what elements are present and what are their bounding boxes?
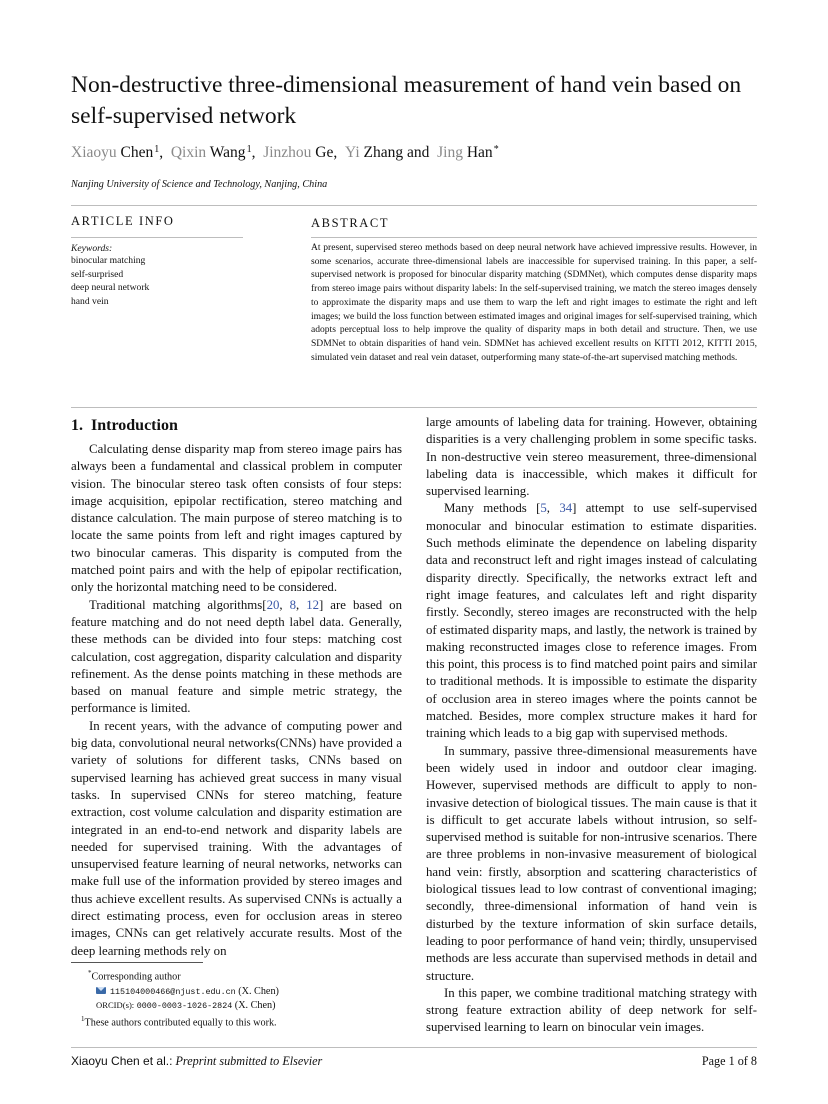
- author-family-name: Wang: [209, 144, 246, 161]
- abstract-divider: [311, 237, 757, 238]
- email-link[interactable]: 115104000466@njust.edu.cn: [110, 986, 236, 997]
- footnote-corresponding: *Corresponding author: [88, 969, 181, 983]
- footnote-email: 115104000466@njust.edu.cn (X. Chen): [88, 986, 408, 999]
- footnote-orcid: ORCID(s): 0000-0003-1026-2824 (X. Chen): [96, 1000, 276, 1012]
- section-title: Introduction: [91, 417, 178, 434]
- citation-link[interactable]: 8: [289, 597, 297, 612]
- footnote-equal: $^1$These authors contributed equally to this work.: [81, 1014, 277, 1029]
- footer-divider: [71, 1047, 757, 1048]
- article-info-divider: [71, 237, 243, 238]
- header-divider: [71, 205, 757, 206]
- author-family-name: Ge: [315, 144, 334, 161]
- footnotes: [81, 967, 408, 1030]
- footer-left: Xiaoyu Chen et al.: Preprint submitted to Elsevier: [71, 1054, 323, 1068]
- author-separator: and: [403, 144, 430, 161]
- author-given-name: Jinzhou: [263, 144, 312, 161]
- author-separator: ,: [251, 144, 256, 161]
- article-info-heading: ARTICLE INFO: [71, 214, 175, 228]
- abstract-text: At present, supervised stereo methods based on deep neural network have achieved impressive results. However, in some scenarios, accurate three-dimensional labels are inaccessible for supervised training. In this paper, a self-supervised network is proposed for binocular disparity matching (SDMNet), which computes dense disparity maps from stereo image pairs without disparity labels: In the self-supervised training, we match the stereo images densely to approximate the disparity maps and use them to warp the left and right images to estimate the right and left images; we build the loss function between estimated images and original images for self-supervised training, which adopts perceptual loss to help improve the quality of disparity maps in both detail and structure. Then, we use SDMNet to obtain disparities of hand vein. SDMNet has achieved excellent results on KITTI 2012, KITTI 2015, simulated vein dataset and real vein dataset, outperforming many state-of-the-art supervised matching methods.: [311, 242, 757, 363]
- keyword: binocular matching: [71, 255, 146, 266]
- keyword: hand vein: [71, 295, 109, 307]
- abstract-heading: ABSTRACT: [311, 216, 390, 230]
- paragraph: In this paper, we combine traditional matching strategy with strong feature extraction ability of deep network for self-supervised learning to learn on binocular vein images.: [426, 985, 757, 1035]
- section-heading: [71, 417, 178, 435]
- footnote-divider: [71, 962, 203, 963]
- author-mark: 1: [246, 144, 252, 155]
- author-given-name: Jing: [437, 144, 463, 161]
- author-mark: *: [493, 144, 499, 155]
- citation-link[interactable]: 20: [266, 597, 280, 612]
- keywords-block: [71, 243, 243, 308]
- right-column: [426, 414, 757, 1037]
- citation-link[interactable]: 5: [540, 501, 547, 516]
- author-given-name: Xiaoyu: [71, 144, 117, 161]
- keyword: self-surprised: [71, 268, 124, 280]
- author-given-name: Yi: [344, 144, 360, 161]
- paragraph: Traditional matching algorithms[20, 8, 12] are based on feature matching and do not need depth label data. Generally, these methods can be divided into four steps: matching cost calculation, cost aggregation, disparity calculation and disparity refinement. As the dense points matching in these methods are based on manual feature and simple metric strategy, the performance is limited.: [71, 597, 402, 716]
- mail-icon: [96, 987, 106, 994]
- author-separator: ,: [333, 144, 338, 161]
- author-family-name: Chen: [120, 144, 154, 161]
- author-family-name: Han: [466, 144, 493, 161]
- author-mark: 1: [154, 144, 160, 155]
- author-list: [71, 144, 499, 162]
- paragraph: Calculating dense disparity map from stereo image pairs has always been a fundamental and classical problem in computer vision. The binocular stereo task often consists of four steps: image acquisition, epipolar rectification, stereo matching and distance calculation. The main purpose of stereo matching is to locate the same points from left and right images captured by two binocular cameras. This disparity is computed from the matched point pairs and with the help of epipolar rectification, only the horizontal matching need to be considered.: [71, 442, 402, 595]
- paragraph: In summary, passive three-dimensional measurements have been widely used in indoor and outdoor clear imaging. However, supervised methods are difficult to apply to non-invasive detection of biological tissues. The main cause is that it is difficult to get accurate labels without intrusion, so self-supervised method is suitable for non-intrusive scenarios. There are three problems in non-invasive measurement of biological hand vein: firstly, absorption and scattering characteristics of biological tissues lead to low contrast of conventional imaging; secondly, three-dimensional information of hand vein is disturbed by the texture information of skin surface details, leading to poor performance of hand vein; thirdly, unsupervised methods are less accurate than supervised methods in detail and structure.: [426, 743, 757, 983]
- keywords-label: Keywords:: [71, 243, 113, 254]
- paragraph: large amounts of labeling data for training. However, obtaining disparities is a very challenging problem in some specific tasks. In non-destructive vein stereo measurement, three-dimensional labeling data is inaccessible, which makes it difficult for supervised learning.: [426, 415, 757, 499]
- paragraph: Many methods [5, 34] attempt to use self-supervised monocular and binocular estimation to estimate disparities. Such methods eliminate the dependence on labeling disparity data and reconstruct left and right images instead of calculating disparity directly. Specifically, the networks extract left and right image features, and calculates left and right disparity firstly. Secondly, stereo images are reconstructed with the help of estimated disparity maps, and lastly, the network is trained by making reconstructed images close to reference images. From this point, this process is to find matched point pairs and similar to traditional methods. It is impossible to estimate the disparity of occlusion area in stereo images where the points cannot be matched. Besides, more complex structure makes it hard for training which leads to a big gap with supervised methods.: [426, 501, 758, 741]
- page-number: Page 1 of 8: [701, 1054, 757, 1068]
- orcid-link[interactable]: 0000-0003-1026-2824: [136, 1001, 233, 1012]
- author-separator: ,: [159, 144, 164, 161]
- front-matter-divider: [71, 407, 757, 408]
- paragraph: In recent years, with the advance of computing power and big data, convolutional neural networks(CNNs) have provided a variety of solutions for different tasks, CNNs based on supervised learning has achieved great success in many visual tasks. In supervised CNNs for stereo matching, feature extraction, cost volume calculation and disparity estimation are integrated in an end-to-end network and disparity labels are needed for supervised training. With the advantages of unsupervised feature learning of neural networks, networks can make full use of the information provided by stereo images and thus achieve excellent results. As supervised CNNs is actually a direct estimating process, even for occlusion areas in stereo images, CNNs can get relatively accurate results. Most of the deep learning methods rely on: [71, 718, 402, 958]
- paper-title: Non-destructive three-dimensional measurement of hand vein based on self-supervised network: [71, 72, 742, 129]
- left-column: [71, 441, 402, 960]
- section-number: 1.: [71, 417, 83, 434]
- citation-link[interactable]: 34: [559, 501, 573, 516]
- author-given-name: Qixin: [170, 144, 207, 161]
- author-family-name: Zhang: [363, 144, 404, 161]
- citation-link[interactable]: 12: [306, 597, 320, 612]
- affiliation: Nanjing University of Science and Technology, Nanjing, China: [71, 179, 328, 190]
- keyword: deep neural network: [71, 282, 150, 293]
